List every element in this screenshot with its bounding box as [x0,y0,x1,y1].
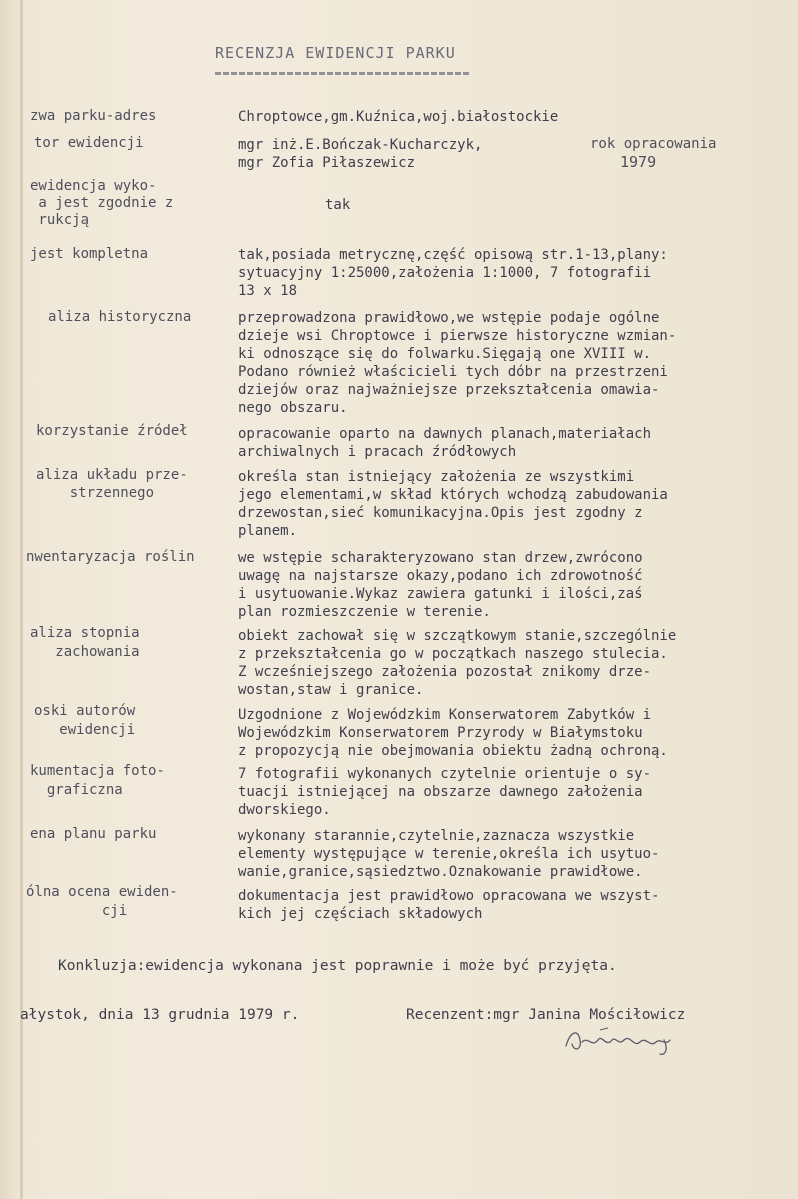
row-label-plant-inventory: nwentaryzacja roślin [26,549,195,565]
row-value-plan-assessment: wykonany starannie,czytelnie,zaznacza wszystkie elementy występujące w terenie,określa ich usytuo- wanie,granice,sąsiedztwo.Oznakowanie prawidłowe. [238,828,660,880]
conclusion-text: Konkluzja:ewidencja wykonana jest poprawnie i może być przyjęta. [58,958,617,974]
row-label-sources: korzystanie źródeł [36,423,188,439]
row-value-spatial-layout: określa stan istniejący założenia ze wszystkimi jego elementami,w skład których wchodzą zabudowania drzewostan,sieć komunikacyjna.Opis jest zgodny z planem. [238,469,668,539]
row-value-compliance: tak [325,197,351,213]
row-label-park-name: zwa parku-adres [30,108,157,124]
row-value-preservation: obiekt zachował się w szczątkowym stanie,szczególnie z przekształcenia go w początkach naszego stulecia. Z wcześniejszego założenia pozostał znikomy drze- wostan,staw i granice. [238,628,677,698]
row-label-author-conclusions: oski autorów ewidencji [34,703,136,738]
row-value-photo-documentation: 7 fotografii wykonanych czytelnie orientuje o sy- tuacji istniejącej na obszarze dawnego założenia dworskiego. [238,766,652,818]
row-value-author: mgr inż.E.Bończak-Kucharczyk, mgr Zofia Piłaszewicz [238,137,483,171]
reviewer-line: Recenzent:mgr Janina Mościłowicz [406,1007,686,1023]
place-and-date: ałystok, dnia 13 grudnia 1979 r. [20,1007,300,1023]
year-label: rok opracowania [590,136,717,152]
row-label-overall-assessment: ólna ocena ewiden- cji [26,884,178,919]
row-label-plan-assessment: ena planu parku [30,826,157,842]
row-value-sources: opracowanie oparto na dawnych planach,materiałach archiwalnych i pracach źródłowych [238,426,652,460]
row-label-historical-analysis: aliza historyczna [48,309,192,325]
row-value-overall-assessment: dokumentacja jest prawidłowo opracowana we wszyst- kich jej częściach składowych [238,888,660,922]
row-label-author: tor ewidencji [34,135,144,151]
row-value-author-conclusions: Uzgodnione z Wojewódzkim Konserwatorem Zabytków i Wojewódzkim Konserwatorem Przyrody w Białymstoku z propozycją nie obejmowania obiektu żadną ochroną. [238,707,668,759]
row-label-photo-documentation: kumentacja foto- graficzna [30,763,165,798]
title-underline [215,72,470,75]
row-value-plant-inventory: we wstępie scharakteryzowano stan drzew,zwrócono uwagę na najstarsze okazy,podano ich zdrowotność i usytuowanie.Wykaz zawiera gatunki i ilości,zaś plan rozmieszczenie w terenie. [238,550,643,620]
row-value-park-name: Chroptowce,gm.Kuźnica,woj.białostockie [238,109,559,125]
row-label-preservation: aliza stopnia zachowania [30,625,140,660]
row-label-compliance: ewidencja wyko- a jest zgodnie z rukcją [30,178,174,228]
row-label-spatial-layout: aliza układu prze- strzennego [36,467,188,501]
document-title: RECENZJA EWIDENCJI PARKU [215,44,456,62]
row-value-completeness: tak,posiada metrycznę,część opisową str.1-13,plany: sytuacyjny 1:25000,założenia 1:1000, 7 fotografii 13 x 18 [238,247,668,299]
row-label-completeness: jest kompletna [30,246,149,262]
row-value-historical-analysis: przeprowadzona prawidłowo,we wstępie podaje ogólne dzieje wsi Chroptowce i pierwsze historyczne wzmian- ki odnoszące się do folwarku.Sięgają one XVIII w. Podano również właścicieli tych dóbr na przestrzeni dziejów oraz najważniejsze przekształcenia omawia- nego obszaru. [238,310,677,416]
handwritten-signature [560,1018,690,1058]
year-value: 1979 [620,153,657,171]
